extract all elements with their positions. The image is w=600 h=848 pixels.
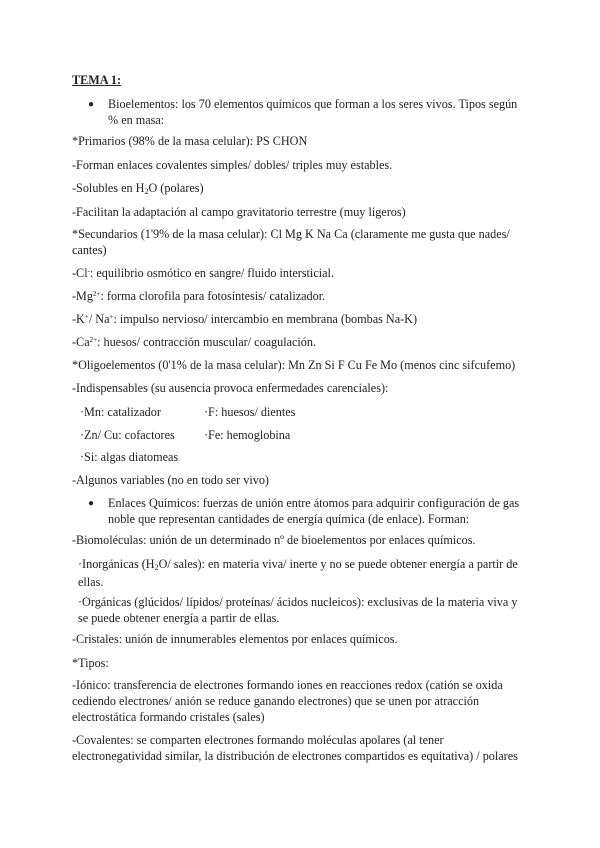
ionico-line: -Iónico: transferencia de electrones formando iones en reacciones redox (catión se oxida cediendo electrones/ anión se reduce ganando electrones) que se unen por atracción electrostática formando cristales (sales): [72, 678, 503, 724]
f-item: ·F: huesos/ dientes: [204, 405, 296, 419]
oligoelementos-line: *Oligoelementos (0'1% de la masa celular): Mn Zn Si F Cu Fe Mo (menos cinc sifcufemo): [72, 358, 516, 372]
cl-line: -Cl-: equilibrio osmótico en sangre/ fluido intersticial.: [72, 266, 334, 280]
primarios-enlaces: -Forman enlaces covalentes simples/ dobles/ triples muy estables.: [72, 158, 393, 172]
secundarios-line: *Secundarios (1'9% de la masa celular): Cl Mg K Na Ca (claramente me gusta que nades/ cantes): [72, 227, 510, 257]
primarios-gravitatorio: -Facilitan la adaptación al campo gravitatorio terrestre (muy ligeros): [72, 205, 406, 219]
mg-line: $-Mg^{2+}$: forma clorofila para fotosíntesis/ catalizador.: [72, 289, 326, 303]
bullet-icon: ●: [88, 498, 95, 509]
bullet-icon: ●: [88, 99, 95, 110]
mn-item: ·Mn: catalizador: [80, 405, 161, 419]
primarios-solubles: -Solubles en H2O (polares): [72, 181, 204, 196]
bullet-enlaces: Enlaces Químicos: fuerzas de unión entre átomos para adquirir configuración de gas noble que representan cantidades de energía química (de enlace). Forman:: [108, 496, 520, 526]
biomoleculas-line: -Biomoléculas: unión de un determinado nº de bioelementos por enlaces químicos.: [72, 533, 476, 547]
indispensables-line: -Indispensables (su ausencia provoca enfermedades carenciales):: [72, 381, 389, 395]
fe-item: ·Fe: hemoglobina: [204, 428, 291, 442]
tipos-line: *Tipos:: [72, 656, 109, 670]
primarios-line: *Primarios (98% de la masa celular): PS CHON: [72, 134, 308, 148]
zn-cu-item: ·Zn/ Cu: cofactores: [80, 428, 175, 442]
ca-line: $-Ca^{2+}$: huesos/ contracción muscular/ coagulación.: [72, 335, 317, 349]
organicas-line: ·Orgánicas (glúcidos/ lípidos/ proteínas/ ácidos nucleicos): exclusivas de la materia viva y se puede obtener energía a partir de ellas.: [78, 595, 518, 625]
inorganicas-line: ·Inorgánicas (H2O/ sales): en materia viva/ inerte y no se puede obtener energía a partir de ellas.: [78, 557, 518, 589]
page-title: TEMA 1:: [72, 73, 122, 87]
si-item: ·Si: algas diatomeas: [80, 450, 179, 464]
k-na-line: -K+/ Na+: impulso nervioso/ intercambio en membrana (bombas Na-K): [72, 312, 418, 326]
covalentes-line: -Covalentes: se comparten electrones formando moléculas apolares (al tener electronegatividad similar, la distribución de electrones compartidos es equitativa) / polares: [72, 733, 518, 763]
variables-line: -Algunos variables (no en todo ser vivo): [72, 473, 269, 487]
bullet-bioelementos: Bioelementos: los 70 elementos químicos que forman a los seres vivos. Tipos según % en masa:: [108, 97, 518, 127]
cristales-line: -Cristales: unión de innumerables elementos por enlaces químicos.: [72, 632, 398, 646]
